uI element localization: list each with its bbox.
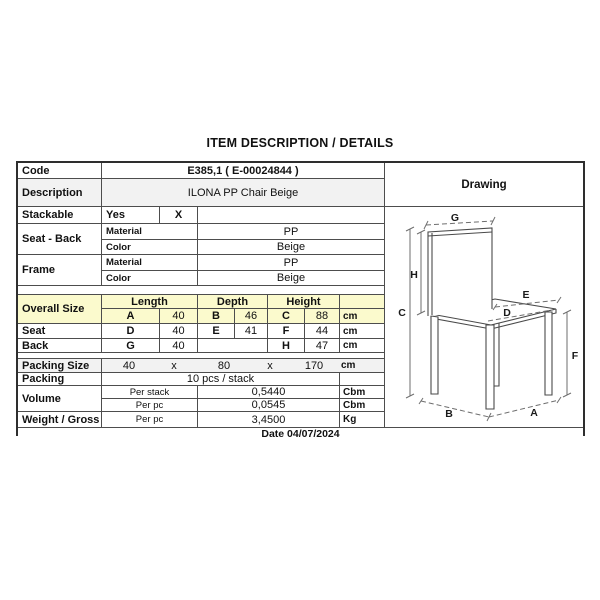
packing-size-width: 40: [122, 359, 136, 372]
packing-size-depth: 80: [217, 359, 231, 372]
dim-label-e: E: [522, 288, 530, 301]
dim-line-a: [489, 400, 559, 417]
packing-label: Packing: [18, 372, 101, 385]
dim-label-d: D: [503, 306, 511, 319]
seat-depth-value: 41: [234, 323, 267, 338]
height-header: Height: [267, 294, 339, 308]
spacer-row: [18, 285, 384, 294]
stackable-label: Stackable: [18, 206, 101, 223]
frame-color-value: Beige: [197, 270, 384, 285]
seat-back-color-value: Beige: [197, 239, 384, 254]
item-details-table: [16, 161, 585, 439]
description-label: Description: [18, 178, 101, 206]
chair-left-leg: [431, 316, 438, 394]
weight-unit: Kg: [339, 411, 384, 427]
overall-length-key: A: [101, 308, 159, 323]
packing-size-value: [101, 358, 384, 372]
chair-backrest: [428, 228, 492, 316]
overall-height-key: C: [267, 308, 304, 323]
overall-depth-key: B: [197, 308, 234, 323]
dim-label-h: H: [410, 268, 418, 281]
back-length-value: 40: [159, 338, 197, 352]
weight-per-pc-value: 3,4500: [197, 411, 339, 427]
weight-gross-label: Weight / Gross: [18, 411, 101, 427]
seat-label: Seat: [18, 323, 101, 338]
overall-depth-value: 46: [234, 308, 267, 323]
page-title: ITEM DESCRIPTION / DETAILS: [206, 136, 394, 150]
volume-per-stack-unit: Cbm: [339, 385, 384, 398]
frame-material-label: Material: [101, 254, 197, 270]
chair-drawing: [385, 208, 583, 427]
dim-label-a: A: [530, 406, 538, 419]
frame-material-value: PP: [197, 254, 384, 270]
volume-per-pc-value: 0,0545: [197, 398, 339, 411]
overall-length-value: 40: [159, 308, 197, 323]
packing-size-unit: cm: [341, 360, 356, 371]
volume-per-stack-label: Per stack: [101, 385, 197, 398]
seat-depth-key: E: [197, 323, 234, 338]
seat-back-material-value: PP: [197, 223, 384, 239]
overall-height-value: 88: [304, 308, 339, 323]
seat-length-key: D: [101, 323, 159, 338]
dim-label-f: F: [571, 349, 579, 362]
seat-unit: cm: [339, 323, 384, 338]
frame-color-label: Color: [101, 270, 197, 285]
drawing-area: [384, 206, 583, 427]
depth-header: Depth: [197, 294, 267, 308]
volume-per-stack-value: 0,5440: [197, 385, 339, 398]
length-header: Length: [101, 294, 197, 308]
overall-size-label: Overall Size: [18, 294, 101, 323]
seat-length-value: 40: [159, 323, 197, 338]
back-depth-empty-cell: [197, 338, 267, 352]
stackable-mark: X: [159, 206, 197, 223]
frame-label: Frame: [18, 254, 101, 285]
packing-value: 10 pcs / stack: [101, 372, 339, 385]
weight-per-pc-label: Per pc: [101, 411, 197, 427]
packing-size-label: Packing Size: [18, 358, 101, 372]
packing-size-x2: x: [267, 359, 273, 372]
chair-right-leg: [545, 312, 552, 395]
size-header-unit-cell: [339, 294, 384, 308]
volume-per-pc-label: Per pc: [101, 398, 197, 411]
packing-size-height: 170: [304, 359, 324, 372]
back-unit: cm: [339, 338, 384, 352]
dim-line-g: [426, 221, 493, 225]
dim-label-c: C: [398, 306, 406, 319]
back-label: Back: [18, 338, 101, 352]
seat-height-value: 44: [304, 323, 339, 338]
packing-unit-empty-cell: [339, 372, 384, 385]
seat-height-key: F: [267, 323, 304, 338]
description-value: ILONA PP Chair Beige: [101, 178, 384, 206]
back-height-key: H: [267, 338, 304, 352]
back-length-key: G: [101, 338, 159, 352]
seat-back-label: Seat - Back: [18, 223, 101, 254]
chair-front-leg: [486, 325, 494, 409]
stackable-value: Yes: [101, 206, 159, 223]
back-height-value: 47: [304, 338, 339, 352]
dim-line-b: [421, 401, 489, 417]
volume-per-pc-unit: Cbm: [339, 398, 384, 411]
code-label: Code: [18, 163, 101, 178]
overall-unit: cm: [339, 308, 384, 323]
date-row: Date 04/07/2024: [18, 427, 583, 439]
dim-label-g: G: [450, 211, 460, 224]
seat-back-color-label: Color: [101, 239, 197, 254]
packing-size-x1: x: [171, 359, 177, 372]
drawing-header: Drawing: [384, 163, 583, 206]
seat-back-material-label: Material: [101, 223, 197, 239]
code-value: E385,1 ( E-00024844 ): [101, 163, 384, 178]
dim-label-b: B: [445, 407, 453, 420]
stackable-empty-cell: [197, 206, 384, 223]
volume-label: Volume: [18, 385, 101, 411]
